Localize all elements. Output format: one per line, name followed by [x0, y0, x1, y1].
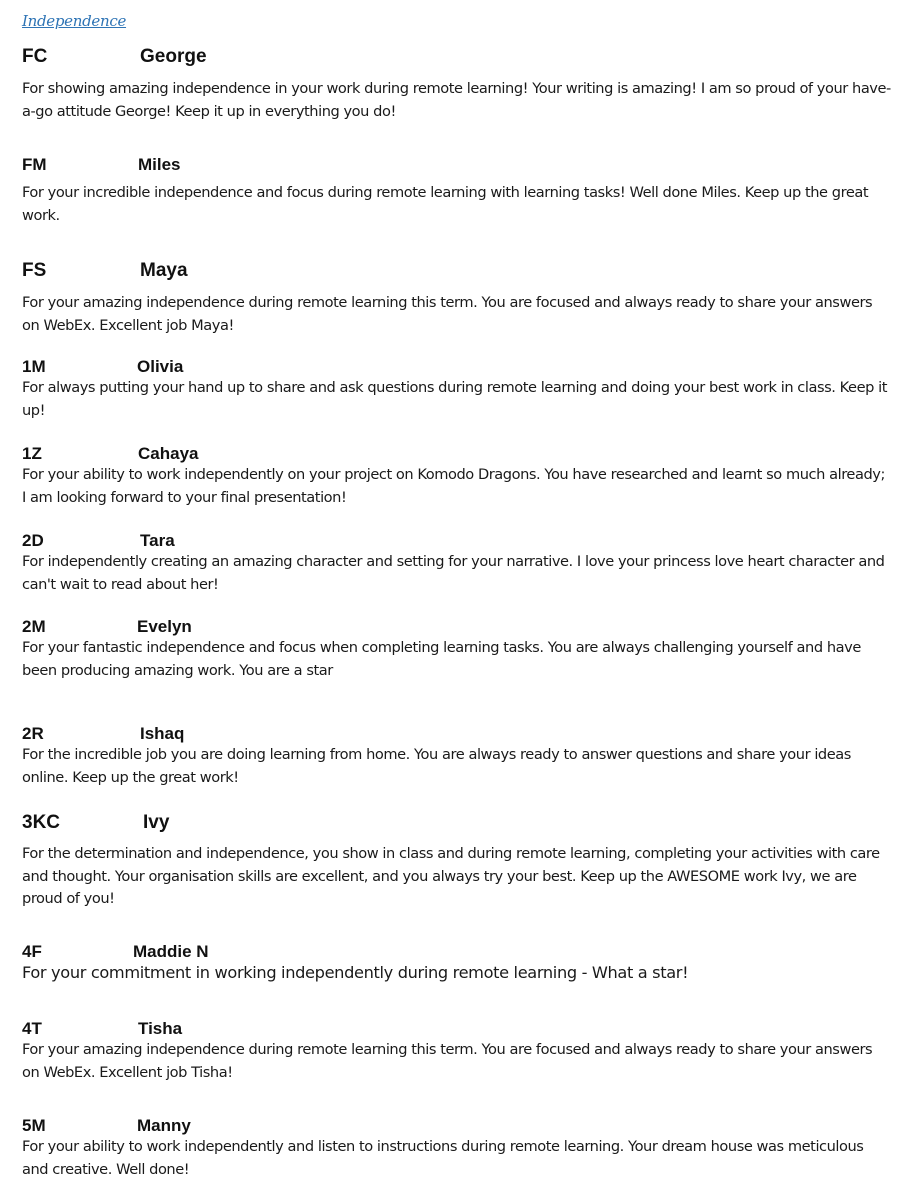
class-code: 1M — [22, 357, 46, 376]
student-name: George — [140, 46, 207, 67]
award-description: For your commitment in working independently during remote learning - What a star! — [22, 963, 689, 982]
student-name: Tisha — [138, 1019, 183, 1038]
award-description: For your ability to work independently and listen to instructions during remote learning. Your dream house was meticulous and creative. Well done! — [22, 1138, 864, 1178]
award-entry — [22, 357, 892, 422]
award-entry — [22, 155, 892, 227]
class-code: 2R — [22, 724, 44, 743]
class-code: 4T — [22, 1019, 42, 1038]
award-entry — [22, 1116, 892, 1181]
award-entry — [22, 812, 892, 911]
award-entry — [22, 1019, 892, 1084]
award-description: For always putting your hand up to share and ask questions during remote learning and doing your best work in class. Keep it up! — [22, 379, 887, 419]
student-name: Ishaq — [140, 724, 185, 743]
student-name: Maya — [140, 260, 188, 281]
class-code: 5M — [22, 1116, 46, 1135]
award-description: For your amazing independence during remote learning this term. You are focused and always ready to share your answers on WebEx. Excellent job Maya! — [22, 294, 873, 334]
award-description: For the incredible job you are doing learning from home. You are always ready to answer questions and share your ideas online. Keep up the great work! — [22, 746, 851, 786]
award-entry — [22, 260, 892, 337]
student-name: Olivia — [137, 357, 184, 376]
entry-heading — [22, 617, 892, 637]
entry-heading — [22, 357, 892, 377]
student-name: Cahaya — [138, 444, 199, 463]
award-entry — [22, 444, 892, 509]
class-code: FM — [22, 155, 47, 174]
entry-heading — [22, 1116, 892, 1136]
award-description: For your incredible independence and focus during remote learning with learning tasks! Well done Miles. Keep up the great work. — [22, 184, 869, 224]
entry-heading — [22, 812, 892, 836]
class-code: FC — [22, 46, 48, 67]
award-entry — [22, 942, 892, 985]
award-entry — [22, 46, 892, 123]
entry-heading — [22, 531, 892, 551]
award-description: For independently creating an amazing character and setting for your narrative. I love your princess love heart character and can't wait to read about her! — [22, 553, 885, 593]
class-code: 3KC — [22, 812, 61, 833]
award-description: For your amazing independence during remote learning this term. You are focused and always ready to share your answers on WebEx. Excellent job Tisha! — [22, 1041, 873, 1081]
entry-heading — [22, 724, 892, 744]
document-title: Independence — [22, 12, 127, 30]
student-name: Tara — [140, 531, 175, 550]
class-code: 2D — [22, 531, 44, 550]
award-description: For your ability to work independently on your project on Komodo Dragons. You have researched and learnt so much already; I am looking forward to your final presentation! — [22, 466, 885, 506]
award-description: For the determination and independence, you show in class and during remote learning, completing your activities with care and thought. Your organisation skills are excellent, and you always try your best. Keep up the AWESOME work Ivy, we are proud of you! — [22, 845, 880, 907]
student-name: Miles — [138, 155, 181, 174]
entry-heading — [22, 444, 892, 464]
entry-heading — [22, 155, 892, 176]
class-code: 2M — [22, 617, 46, 636]
student-name: Ivy — [143, 812, 170, 833]
class-code: FS — [22, 260, 47, 281]
award-entry — [22, 531, 892, 596]
class-code: 1Z — [22, 444, 42, 463]
award-description: For your fantastic independence and focus when completing learning tasks. You are always challenging yourself and have been producing amazing work. You are a star — [22, 639, 861, 679]
student-name: Maddie N — [133, 942, 209, 961]
entry-heading — [22, 260, 892, 284]
entry-heading — [22, 1019, 892, 1039]
student-name: Evelyn — [137, 617, 192, 636]
class-code: 4F — [22, 942, 42, 961]
award-entry — [22, 617, 892, 682]
award-entry — [22, 724, 892, 789]
award-description: For showing amazing independence in your work during remote learning! Your writing is amazing! I am so proud of your have-a-go attitude George! Keep it up in everything you do! — [22, 80, 891, 120]
entry-heading — [22, 942, 892, 962]
entry-heading — [22, 46, 892, 70]
student-name: Manny — [137, 1116, 191, 1135]
